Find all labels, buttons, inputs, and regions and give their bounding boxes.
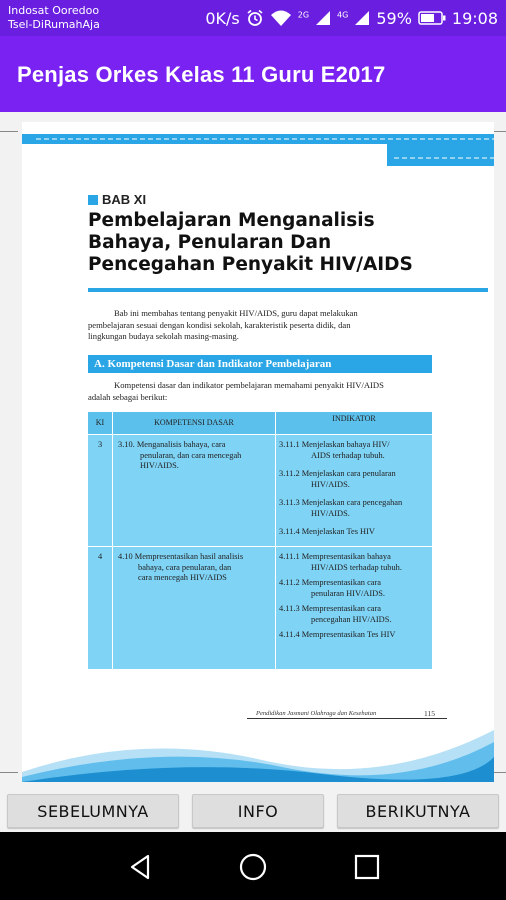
indikator-item — [279, 552, 402, 573]
square-bullet-icon — [88, 195, 98, 205]
crop-mark — [0, 131, 18, 132]
indikator-item — [279, 630, 395, 641]
header-indikator: INDIKATOR — [332, 414, 376, 423]
footer-book-title: Pendidikan Jasmani Olahraga dan Kesehatan — [256, 710, 377, 717]
table-divider — [88, 434, 432, 435]
header-ki: KI — [95, 418, 105, 427]
signal-2-type: 4G — [337, 10, 349, 20]
info-button[interactable]: INFO — [192, 794, 324, 828]
net-speed: 0K/s — [205, 8, 240, 28]
kd-line: 3.10. Menganalisis bahaya, cara — [118, 440, 226, 449]
section-intro-line: adalah sebagai berikut: — [88, 391, 168, 402]
indikator-line: HIV/AIDS. — [311, 479, 350, 489]
page-number: 115 — [424, 709, 435, 718]
table-divider — [88, 546, 432, 547]
recents-icon[interactable] — [352, 852, 382, 882]
indikator-line: 3.11.1 Menjelaskan bahaya HIV/ — [279, 440, 390, 449]
intro-line: pembelajaran sesuai dengan kondisi sekolah, karakteristik peserta didik, dan — [88, 319, 351, 330]
row-ki: 4 — [98, 552, 103, 561]
battery-level: 59% — [376, 8, 412, 28]
indikator-line: pencegahan HIV/AIDS. — [311, 614, 392, 624]
indikator-line: 3.11.4 Menjelaskan Tes HIV — [279, 527, 375, 536]
app-bar — [0, 36, 506, 112]
app-title: Penjas Orkes Kelas 11 Guru E2017 — [17, 62, 386, 87]
header-kompetensi-dasar: KOMPETENSI DASAR — [154, 418, 234, 427]
indikator-item — [279, 498, 402, 519]
battery-icon — [418, 11, 446, 25]
section-intro-line: Kompetensi dasar dan indikator pembelajaran memahami penyakit HIV/AIDS — [114, 380, 384, 390]
competency-table — [88, 412, 432, 669]
chapter-title — [88, 210, 488, 276]
table-divider — [275, 412, 276, 669]
indikator-line: 4.11.4 Mempresentasikan Tes HIV — [279, 630, 396, 639]
indikator-line: AIDS terhadap tubuh. — [311, 450, 385, 460]
carrier-line-1: Indosat Ooredoo — [8, 4, 100, 17]
chapter-title-line: Pembelajaran Menganalisis — [88, 210, 375, 231]
carrier-line-2: Tsel-DiRumahAja — [8, 18, 100, 31]
indikator-line: 4.11.2 Mempresentasikan cara — [279, 578, 382, 587]
chapter-label — [88, 192, 146, 207]
kd-line: penularan, dan cara mencegah — [140, 450, 242, 460]
carrier-info — [8, 4, 100, 32]
indikator-line: HIV/AIDS terhadap tubuh. — [311, 562, 402, 572]
page-header-band — [22, 132, 494, 168]
signal-icon — [354, 10, 370, 26]
kd-line: 4.10 Mempresentasikan hasil analisis — [118, 552, 244, 561]
indikator-line: 3.11.2 Menjelaskan cara penularan — [279, 469, 396, 478]
kd-line: cara mencegah HIV/AIDS — [138, 573, 227, 583]
navigation-buttons — [0, 792, 506, 832]
indikator-item — [279, 578, 385, 599]
kd-line: bahaya, cara penularan, dan — [138, 562, 232, 572]
chapter-title-line: Bahaya, Penularan Dan — [88, 232, 332, 253]
row-kompetensi — [118, 440, 241, 472]
signal-1-type: 2G — [297, 10, 310, 20]
intro-paragraph — [88, 308, 488, 343]
system-nav-bar — [0, 834, 506, 900]
intro-line: lingkungan budaya sekolah masing-masing. — [88, 331, 239, 341]
row-kompetensi — [118, 552, 243, 584]
wifi-icon — [270, 9, 292, 27]
back-icon[interactable] — [126, 852, 156, 882]
crop-mark — [0, 772, 18, 773]
indikator-item — [279, 527, 375, 538]
previous-button[interactable]: SEBELUMNYA — [7, 794, 179, 828]
kd-line: HIV/AIDS. — [140, 461, 179, 471]
signal-icon — [315, 10, 331, 26]
next-button[interactable]: BERIKUTNYA — [337, 794, 499, 828]
indikator-line: HIV/AIDS. — [311, 508, 350, 518]
page-footer-wave — [22, 712, 494, 782]
home-icon[interactable] — [238, 852, 268, 882]
chapter-number: BAB XI — [102, 192, 147, 207]
chapter-title-line: Pencegahan Penyakit HIV/AIDS — [88, 254, 413, 275]
page-viewer[interactable] — [0, 112, 506, 792]
indikator-line: 3.11.3 Menjelaskan cara pencegahan — [279, 498, 403, 507]
indikator-item — [279, 440, 390, 461]
status-indicators — [205, 6, 498, 30]
title-underline — [88, 288, 488, 292]
section-heading: A. Kompetensi Dasar dan Indikator Pembelajaran — [88, 355, 432, 373]
indikator-item — [279, 604, 391, 625]
indikator-line: 4.11.1 Mempresentasikan bahaya — [279, 552, 391, 561]
section-intro — [88, 380, 432, 403]
table-divider — [112, 412, 113, 669]
clock: 19:08 — [451, 8, 498, 28]
indikator-line: penularan HIV/AIDS. — [311, 588, 385, 598]
indikator-line: 4.11.3 Mempresentasikan cara — [279, 604, 382, 613]
status-bar — [0, 0, 506, 36]
footer-rule — [247, 718, 447, 719]
row-ki: 3 — [98, 440, 103, 449]
indikator-item — [279, 469, 396, 490]
intro-line: Bab ini membahas tentang penyakit HIV/AIDS, guru dapat melakukan — [114, 308, 358, 318]
book-page — [22, 122, 494, 782]
alarm-icon — [246, 9, 264, 27]
